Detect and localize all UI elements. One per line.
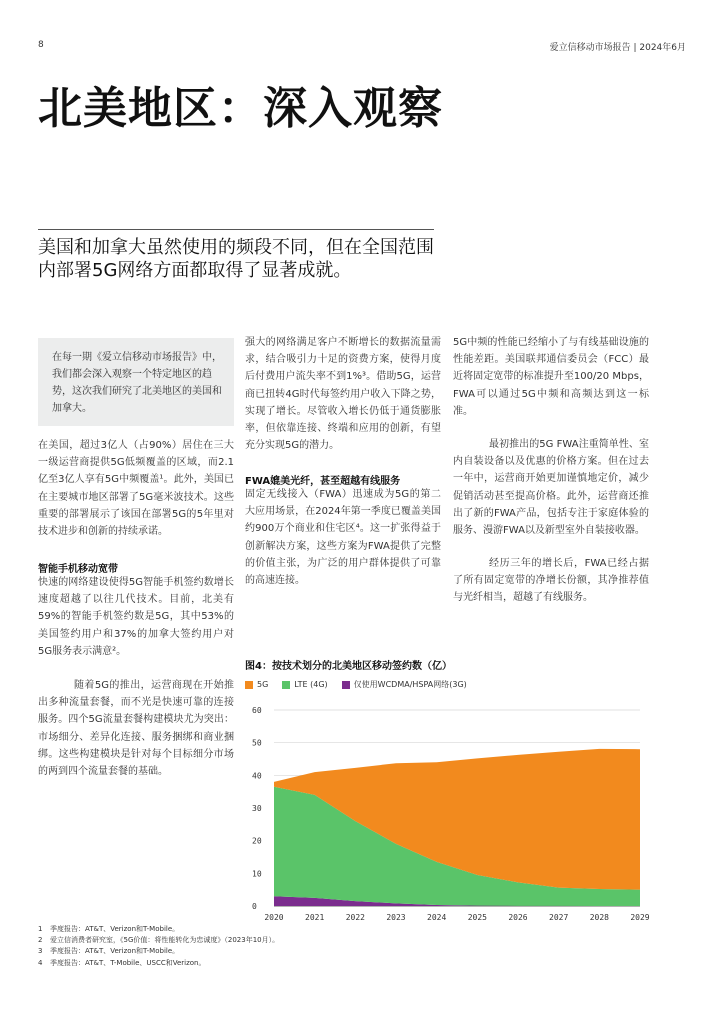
footnote-number: 3: [38, 947, 43, 956]
y-tick-label: 30: [252, 804, 262, 813]
footnote: [38, 946, 279, 957]
col3-paragraph-2: 最初推出的5G FWA注重简单性、室内自装设备以及优惠的价格方案。但在过去一年中，运营商开始更加谨慎地定价，减少促销活动甚至提高价格。此外，运营商还推出了新的FWA产品，包括专注于家庭体验的服务、漫游FWA以及新型室外自装接收器。: [453, 439, 649, 537]
page-number: 8: [38, 40, 44, 50]
col1-heading: 智能手机移动宽带: [38, 564, 118, 575]
legend-swatch-5g: [245, 681, 253, 689]
footnote-number: 1: [38, 925, 43, 933]
intro-callout: 在每一期《爱立信移动市场报告》中，我们都会深入观察一个特定地区的趋势，这次我们研究了北美地区的美国和加拿大。: [38, 338, 234, 426]
footnote: [38, 958, 279, 969]
legend-item-lte: [282, 680, 327, 689]
y-tick-label: 20: [252, 836, 262, 846]
chart-legend: [245, 679, 467, 690]
x-tick-label: 2022: [345, 913, 365, 922]
stacked-area-chart: [238, 700, 658, 930]
legend-swatch-lte: [282, 681, 290, 689]
y-tick-label: 60: [252, 706, 262, 715]
legend-label-lte: LTE (4G): [294, 680, 328, 689]
footnote: [38, 924, 279, 935]
y-tick-label: 0: [252, 902, 257, 911]
col1-paragraph-2: 快速的网络建设使得5G智能手机签约数增长速度超越了以往几代技术。目前，北美有59%的智能手机签约数是5G，其中53%的美国签约用户和37%的加拿大签约用户对5G服务表示满意²。: [38, 577, 234, 657]
lead-paragraph: 美国和加拿大虽然使用的频段不同，但在全国范围内部署5G网络方面都取得了显著成就。: [38, 237, 434, 281]
legend-item-3g: [342, 679, 467, 690]
legend-item-5g: [245, 680, 268, 689]
footnotes: [38, 924, 279, 969]
col3-paragraph-1: 5G中频的性能已经缩小了与有线基础设施的性能差距。美国联邦通信委员会（FCC）最近将固定宽带的标准提升至100/20 Mbps，FWA可以通过5G中频和高频达到这一标准。: [453, 337, 649, 417]
legend-label-3g: 仅使用WCDMA/HSPA网络(3G): [353, 680, 467, 689]
col2-heading: FWA媲美光纤，甚至超越有线服务: [245, 476, 401, 487]
col2-paragraph-2: 固定无线接入（FWA）迅速成为5G的第二大应用场景，在2024年第一季度已覆盖美国约900万个商业和住宅区⁴。这一扩张得益于创新解决方案，这些方案为FWA提供了完整的价值主张，为广泛的用户群体提供了可靠的高速连接。: [245, 489, 441, 587]
page-title: 北美地区：深入观察: [38, 83, 443, 134]
x-tick-label: 2026: [508, 913, 528, 922]
x-tick-label: 2028: [589, 913, 609, 922]
x-tick-label: 2029: [630, 913, 650, 922]
chart-title: 图4：按技术划分的北美地区移动签约数（亿）: [245, 661, 452, 672]
footnote: [38, 935, 279, 946]
y-tick-label: 50: [252, 738, 262, 748]
y-tick-label: 10: [252, 869, 262, 879]
lead-divider: [38, 229, 434, 230]
x-tick-label: 2025: [467, 913, 487, 922]
legend-swatch-3g: [342, 681, 350, 689]
x-tick-label: 2024: [427, 913, 447, 922]
running-header: 爱立信移动市场报告 | 2024年6月: [549, 43, 686, 53]
legend-label-5g: 5G: [257, 680, 269, 689]
col2-paragraph-1: 强大的网络满足客户不断增长的数据流量需求，结合吸引力十足的资费方案，使得月度后付费用户流失率不到1%³。借助5G，运营商已扭转4G时代每签约用户收入下降之势，实现了增长。尽管收入增长仍低于通货膨胀率，但依靠连接、终端和应用的创新，有望充分实现5G的潜力。: [245, 337, 441, 452]
x-tick-label: 2021: [305, 913, 325, 922]
footnote-text: 季度报告：AT&T、T-Mobile、USCC和Verizon。: [50, 958, 206, 967]
footnote-text: 爱立信消费者研究室，《5G价值：将性能转化为忠诚度》（2023年10月）。: [50, 936, 280, 945]
footnote-number: 2: [38, 936, 43, 945]
footnote-text: 季度报告：AT&T、Verizon和T-Mobile。: [50, 947, 180, 956]
col1-paragraph-1: 在美国，超过3亿人（占90%）居住在三大一级运营商提供5G低频覆盖的区域，而2.1亿至3亿人享有5G中频覆盖¹。此外，美国已在主要城市地区部署了5G毫米波技术。这些重要的部署展示了该国在部署5G的5年里对技术进步和创新的持续承诺。: [38, 440, 234, 538]
y-tick-label: 40: [252, 771, 262, 781]
x-tick-label: 2023: [386, 913, 406, 922]
x-tick-label: 2020: [264, 913, 284, 922]
col3-paragraph-3: 经历三年的增长后，FWA已经占据了所有固定宽带的净增长份额，其净推荐值与光纤相当，超越了有线服务。: [453, 558, 649, 604]
x-tick-label: 2027: [549, 913, 569, 922]
footnote-text: 季度报告：AT&T、Verizon和T-Mobile。: [50, 925, 180, 933]
col1-paragraph-3: 随着5G的推出，运营商现在开始推出多种流量套餐，而不光是快速可靠的连接服务。四个5G流量套餐构建模块尤为突出：市场细分、差异化连接、服务捆绑和商业捆绑。这些构建模块是针对每个目标细分市场的两到四个流量套餐的基础。: [38, 680, 234, 778]
footnote-number: 4: [38, 958, 43, 967]
